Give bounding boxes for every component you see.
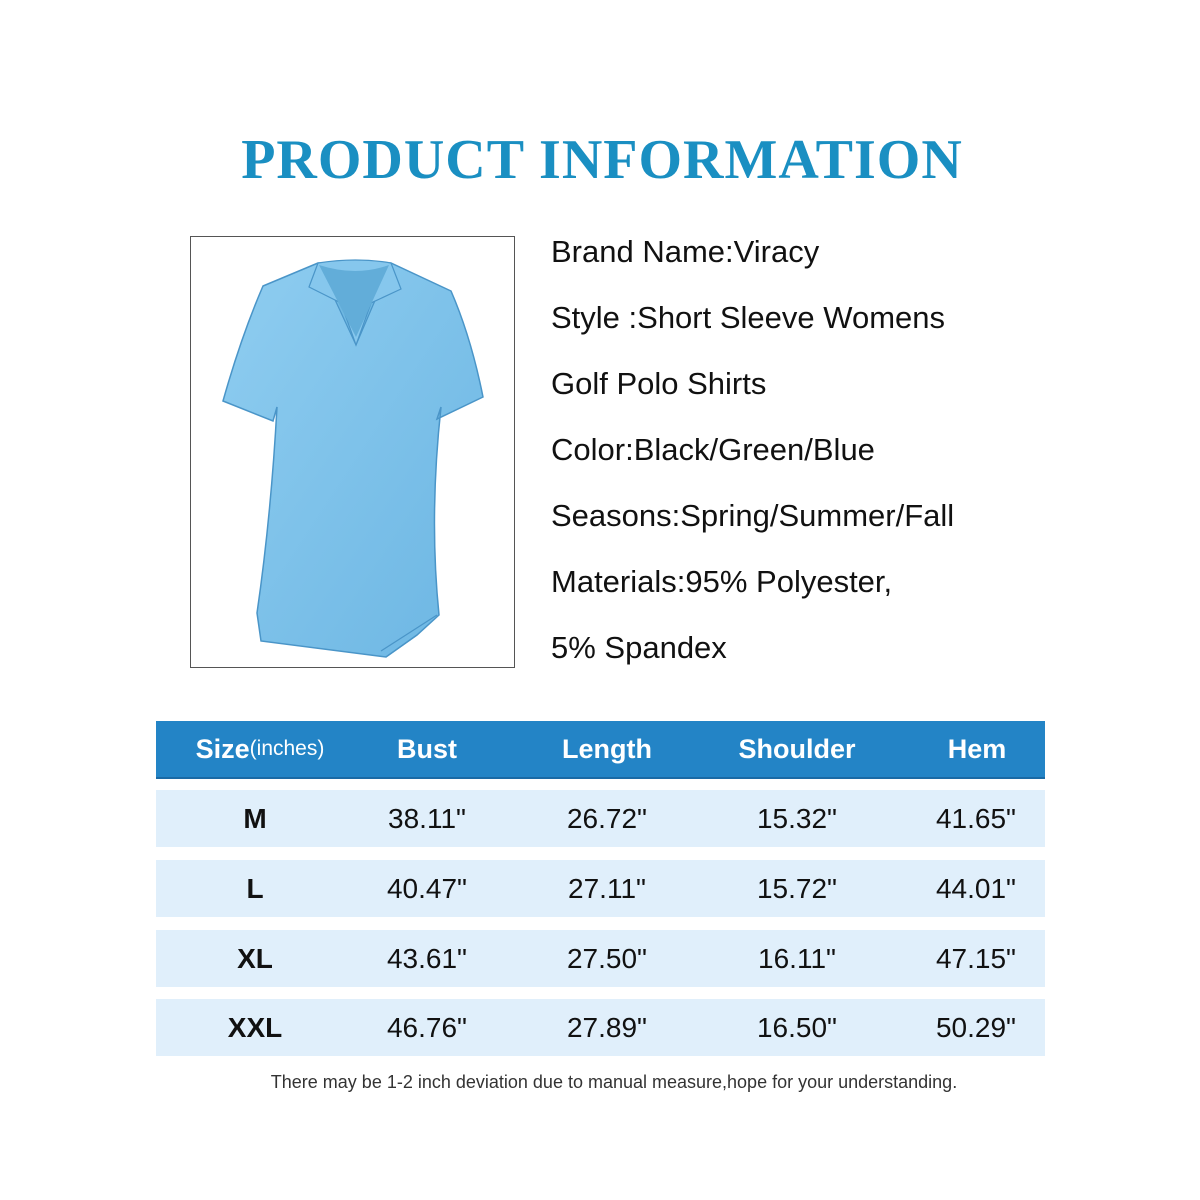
cell-length: 27.50"	[566, 942, 647, 974]
header-length: Length	[562, 733, 652, 764]
info-materials-cont: 5% Spandex	[551, 630, 727, 665]
header-hem: Hem	[947, 733, 1007, 764]
info-color: Color:Black/Green/Blue	[551, 432, 875, 467]
cell-hem: 41.65"	[935, 802, 1016, 834]
size-table-header	[156, 721, 1045, 779]
info-brand: Brand Name:Viracy	[551, 234, 820, 269]
cell-bust: 46.76"	[386, 1011, 467, 1043]
header-size-unit: (inches)	[249, 737, 325, 760]
cell-shoulder: 15.72"	[756, 872, 837, 904]
cell-shoulder: 16.50"	[756, 1011, 837, 1043]
polo-shirt-illustration	[191, 237, 514, 667]
info-seasons: Seasons:Spring/Summer/Fall	[551, 498, 955, 533]
cell-bust: 40.47"	[386, 872, 467, 904]
info-style: Style :Short Sleeve Womens	[551, 300, 945, 335]
cell-length: 27.11"	[568, 872, 646, 904]
table-row	[156, 790, 1045, 847]
measurement-note: There may be 1-2 inch deviation due to manual measure,hope for your understanding.	[270, 1072, 958, 1092]
product-image	[190, 236, 515, 668]
header-bust: Bust	[397, 733, 457, 764]
cell-hem: 50.29"	[935, 1011, 1016, 1043]
cell-size: L	[246, 872, 264, 904]
page-title: PRODUCT INFORMATION	[241, 129, 963, 191]
cell-hem: 47.15"	[935, 942, 1016, 974]
cell-bust: 43.61"	[386, 942, 467, 974]
table-row	[156, 999, 1045, 1056]
cell-size: M	[243, 802, 267, 834]
table-row	[156, 860, 1045, 917]
info-style-cont: Golf Polo Shirts	[551, 366, 767, 401]
cell-hem: 44.01"	[935, 872, 1016, 904]
product-info-list	[551, 232, 954, 694]
cell-bust: 38.11"	[388, 802, 466, 834]
info-materials: Materials:95% Polyester,	[551, 564, 893, 599]
table-row	[156, 930, 1045, 987]
header-size-label: Size	[195, 733, 250, 764]
cell-size: XL	[237, 942, 273, 974]
cell-length: 26.72"	[566, 802, 647, 834]
cell-length: 27.89"	[566, 1011, 647, 1043]
cell-shoulder: 15.32"	[756, 802, 837, 834]
header-shoulder: Shoulder	[738, 733, 856, 764]
cell-size: XXL	[227, 1011, 283, 1043]
cell-shoulder: 16.11"	[758, 942, 836, 974]
